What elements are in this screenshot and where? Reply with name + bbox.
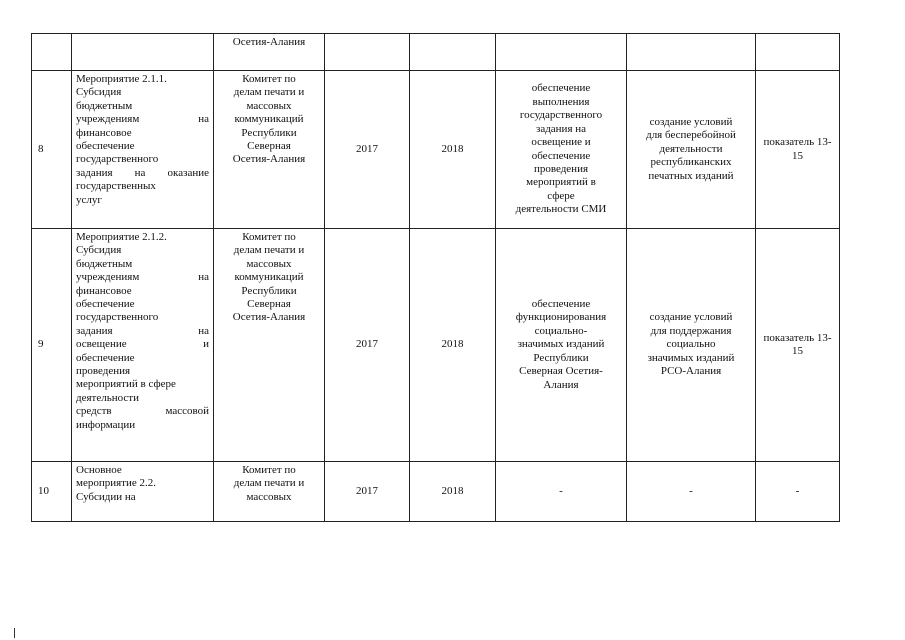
indicator-cell xyxy=(756,34,840,71)
goal-line: создание условий xyxy=(649,115,733,128)
goal-line: создание условий xyxy=(649,311,733,324)
end-year-cell: 2018 xyxy=(410,71,496,229)
indicator-line: показатель 13- xyxy=(763,331,832,344)
measure-name-line: обеспечение xyxy=(76,140,135,153)
measure-name-cell xyxy=(72,71,214,229)
table-row xyxy=(32,34,840,71)
executor-line: Северная xyxy=(247,140,291,153)
measure-name-line: проведения xyxy=(76,365,131,378)
row-number-cell: 8 xyxy=(32,71,72,229)
goal-line: республиканских xyxy=(650,156,732,169)
executor-line: Северная xyxy=(247,298,291,311)
indicator-cell xyxy=(756,229,840,462)
measure-name-line: учреждениям на xyxy=(76,271,209,284)
expected-result-line: задания на xyxy=(535,122,587,135)
indicator-line: 15 xyxy=(792,149,803,162)
start-year-cell xyxy=(325,34,410,71)
measure-name-line: государственного xyxy=(76,153,159,166)
executor-line: делам печати и xyxy=(233,477,305,490)
measure-name-line: бюджетным xyxy=(76,99,133,112)
expected-result-line: Северная Осетия- xyxy=(519,365,603,378)
executor-line: массовых xyxy=(246,257,292,270)
measure-name-line: Субсидии на xyxy=(76,490,136,503)
executor-line: массовых xyxy=(246,490,292,503)
page-edge-mark xyxy=(14,628,15,638)
row-number-cell: 9 xyxy=(32,229,72,462)
executor-line: Республики xyxy=(241,284,297,297)
executor-line: делам печати и xyxy=(233,86,305,99)
goal-line: - xyxy=(689,484,693,497)
table-body xyxy=(32,34,840,522)
expected-result-line: освещение и xyxy=(531,136,591,149)
start-year-cell: 2017 xyxy=(325,462,410,522)
expected-result-line: обеспечение xyxy=(531,149,591,162)
table-row xyxy=(32,229,840,462)
goal-cell xyxy=(627,71,756,229)
expected-result-line: функционирования xyxy=(515,311,607,324)
measure-name-line: обеспечение xyxy=(76,298,135,311)
indicator-cell xyxy=(756,462,840,522)
measure-name-line: средств массовой xyxy=(76,405,209,418)
goal-cell xyxy=(627,462,756,522)
indicator-line: 15 xyxy=(792,345,803,357)
measure-name-line: мероприятий в сфере xyxy=(76,378,176,391)
measure-name-line: учреждениям на xyxy=(76,113,209,126)
executor-line: Осетия-Алания xyxy=(232,36,306,48)
measure-name-line: государственных xyxy=(76,180,156,193)
expected-result-cell xyxy=(496,71,627,229)
goal-line: социально xyxy=(666,338,716,351)
measure-name-cell xyxy=(72,229,214,462)
executor-line: Республики xyxy=(241,126,297,139)
measure-name-line: мероприятие 2.2. xyxy=(76,477,157,490)
expected-result-line: значимых изданий xyxy=(517,338,605,351)
end-year-cell: 2018 xyxy=(410,229,496,462)
measure-name-cell xyxy=(72,34,214,71)
end-year-cell xyxy=(410,34,496,71)
goal-line: деятельности xyxy=(659,142,723,155)
executor-line: коммуникаций xyxy=(234,271,304,284)
measure-name-line: деятельности xyxy=(76,391,139,404)
expected-result-cell xyxy=(496,462,627,522)
goal-line: для бесперебойной xyxy=(646,129,736,142)
measure-name-line: бюджетным xyxy=(76,257,133,270)
executor-line: коммуникаций xyxy=(234,113,304,126)
row-number-cell xyxy=(32,34,72,71)
expected-result-line: Алания xyxy=(543,378,579,391)
executor-line: Комитет по xyxy=(242,73,296,85)
expected-result-line: обеспечение xyxy=(531,298,591,311)
goal-line: значимых изданий xyxy=(647,351,735,364)
indicator-line: - xyxy=(795,484,800,497)
measure-name-line: финансовое xyxy=(76,284,132,297)
end-year-cell: 2018 xyxy=(410,462,496,522)
executor-cell xyxy=(214,34,325,71)
executor-cell xyxy=(214,229,325,462)
expected-result-line: сфере xyxy=(547,189,575,202)
expected-result-cell xyxy=(496,229,627,462)
measure-name-line: Субсидия xyxy=(76,244,122,257)
measure-name-line: информации xyxy=(76,418,136,431)
measure-name-cell xyxy=(72,462,214,522)
measure-name-line: обеспечение xyxy=(76,351,135,364)
expected-result-cell xyxy=(496,34,627,71)
executor-line: Осетия-Алания xyxy=(232,311,306,324)
expected-result-line: выполнения xyxy=(532,95,590,108)
indicator-line: показатель 13- xyxy=(763,136,832,149)
goal-line: печатных изданий xyxy=(648,169,734,182)
measure-name-line: Основное xyxy=(76,464,122,476)
expected-result-line: социально- xyxy=(534,324,588,337)
expected-result-line: проведения xyxy=(533,162,589,175)
expected-result-line: Республики xyxy=(533,351,589,364)
measure-name-line: государственного xyxy=(76,311,159,324)
table-row xyxy=(32,462,840,522)
goal-cell xyxy=(627,34,756,71)
executor-cell xyxy=(214,71,325,229)
indicator-cell xyxy=(756,71,840,229)
executor-line: Осетия-Алания xyxy=(232,153,306,166)
measure-name-line: Мероприятие 2.1.2. xyxy=(76,231,167,243)
measure-name-line: финансовое xyxy=(76,126,132,139)
measure-name-line: Мероприятие 2.1.1. xyxy=(76,73,167,85)
measure-name-line: услуг xyxy=(76,193,102,206)
expected-result-line: обеспечение xyxy=(531,82,591,95)
row-number-cell: 10 xyxy=(32,462,72,522)
goal-line: РСО-Алания xyxy=(660,365,722,378)
executor-line: Комитет по xyxy=(242,231,296,243)
expected-result-line: государственного xyxy=(519,109,603,122)
executor-cell xyxy=(214,462,325,522)
measure-name-line: Субсидия xyxy=(76,86,122,99)
measure-name-line: задания на xyxy=(76,324,209,337)
start-year-cell: 2017 xyxy=(325,229,410,462)
table-row xyxy=(32,71,840,229)
executor-line: делам печати и xyxy=(233,244,305,257)
start-year-cell: 2017 xyxy=(325,71,410,229)
measure-name-line: освещение и xyxy=(76,338,209,351)
executor-line: Комитет по xyxy=(242,464,296,476)
expected-result-line: - xyxy=(559,484,563,497)
measure-name-line: задания на оказание xyxy=(76,166,209,179)
program-measures-table xyxy=(31,33,840,522)
goal-line: для поддержания xyxy=(650,324,732,337)
expected-result-line: мероприятий в xyxy=(526,176,596,189)
executor-line: массовых xyxy=(246,99,292,112)
goal-cell xyxy=(627,229,756,462)
expected-result-line: деятельности СМИ xyxy=(515,203,607,216)
